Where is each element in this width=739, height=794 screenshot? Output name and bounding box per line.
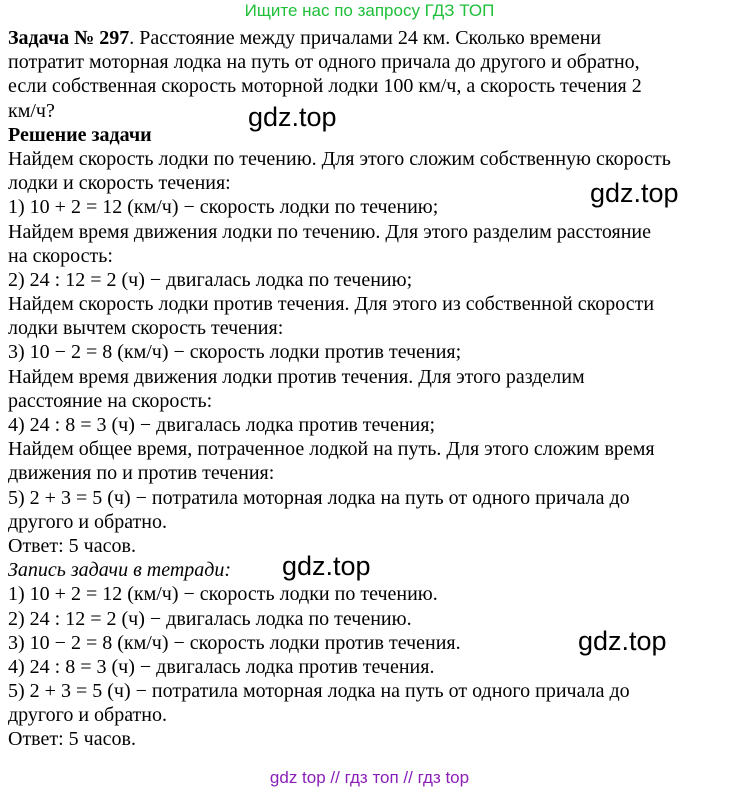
watermark: gdz.top — [578, 626, 667, 656]
solution-line: Найдем общее время, потраченное лодкой на путь. Для этого сложим время — [8, 438, 655, 461]
solution-line: Найдем скорость лодки по течению. Для этого сложим собственную скорость — [8, 147, 671, 170]
notebook-line: 5) 2 + 3 = 5 (ч) − потратила моторная лодка на путь от одного причала до — [8, 680, 630, 703]
notebook-answer: Ответ: 5 часов. — [8, 728, 136, 751]
notebook-line: 2) 24 : 12 = 2 (ч) − двигалась лодка по течению. — [8, 607, 412, 630]
solution-line: 4) 24 : 8 = 3 (ч) − двигалась лодка против течения; — [8, 414, 436, 436]
task-label: Задача № 297 — [8, 27, 130, 49]
solution-line: другого и обратно. — [8, 510, 168, 533]
task-line-3: если собственная скорость моторной лодки 100 км/ч, а скорость течения 2 — [8, 75, 642, 98]
solution-line: 3) 10 − 2 = 8 (км/ч) − скорость лодки против течения; — [8, 341, 462, 364]
solution-line: движения по и против течения: — [8, 462, 275, 485]
solution-line: Найдем время движения лодки против течения. Для этого разделим — [8, 365, 585, 388]
solution-line: на скорость: — [8, 244, 113, 267]
solution-line: 1) 10 + 2 = 12 (км/ч) − скорость лодки по течению; — [8, 196, 439, 219]
task-line-2: потратит моторная лодка на путь от одного причала до другого и обратно, — [8, 51, 640, 74]
top-banner: Ищите нас по запросу ГДЗ ТОП — [244, 1, 495, 20]
task-text: . Расстояние между причалами 24 км. Сколько времени — [129, 27, 602, 49]
solution-answer: Ответ: 5 часов. — [8, 534, 136, 557]
notebook-heading: Запись задачи в тетради: — [8, 559, 232, 582]
task-line-4: км/ч? — [8, 99, 55, 122]
solution-line: 5) 2 + 3 = 5 (ч) − потратила моторная лодка на путь от одного причала до — [8, 486, 630, 509]
solution-line: расстояние на скорость: — [8, 389, 213, 412]
notebook-line: другого и обратно. — [8, 704, 168, 727]
solution-line: лодки вычтем скорость течения: — [8, 317, 284, 340]
notebook-line: 1) 10 + 2 = 12 (км/ч) − скорость лодки по течению. — [8, 583, 438, 606]
footer-links: gdz top // гдз топ // гдз top — [269, 768, 470, 787]
solution-line: 2) 24 : 12 = 2 (ч) − двигалась лодка по течению; — [8, 268, 413, 291]
notebook-line: 4) 24 : 8 = 3 (ч) − двигалась лодка против течения. — [8, 655, 435, 678]
notebook-line: 3) 10 − 2 = 8 (км/ч) − скорость лодки против течения. — [8, 631, 461, 654]
solution-heading: Решение задачи — [8, 123, 152, 146]
watermark: gdz.top — [590, 178, 679, 208]
solution-line: Найдем время движения лодки по течению. Для этого разделим расстояние — [8, 220, 651, 243]
solution-line: Найдем скорость лодки против течения. Для этого из собственной скорости — [8, 293, 655, 316]
watermark: gdz.top — [248, 102, 337, 132]
task-line-1 — [8, 26, 732, 50]
solution-line: лодки и скорость течения: — [8, 172, 231, 195]
watermark: gdz.top — [282, 551, 371, 581]
